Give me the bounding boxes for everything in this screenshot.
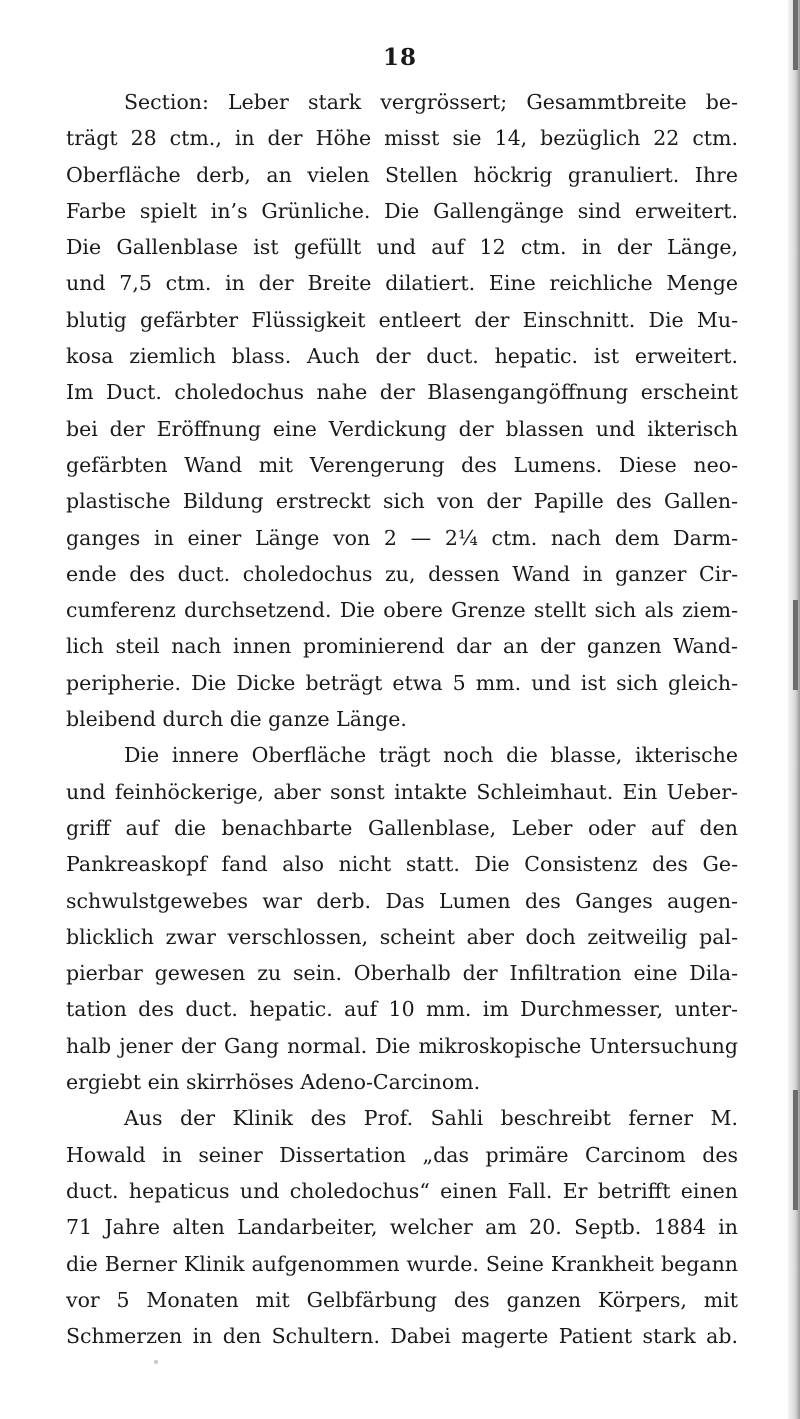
text-line: Oberfläche derb, an vielen Stellen höckrig granuliert. Ihre	[66, 162, 738, 187]
text-line: Aus der Klinik des Prof. Sahli beschreibt ferner M.	[124, 1106, 738, 1131]
text-line: die Berner Klinik aufgenommen wurde. Seine Krankheit begann	[66, 1251, 738, 1276]
text-line: ende des duct. choledochus zu, dessen Wand in ganzer Cir-	[66, 561, 738, 586]
text-line: cumferenz durchsetzend. Die obere Grenze stellt sich als ziem-	[66, 598, 738, 623]
text-line: schwulstgewebes war derb. Das Lumen des Ganges augen-	[66, 888, 738, 913]
text-line: blutig gefärbter Flüssigkeit entleert der Einschnitt. Die Mu-	[66, 307, 738, 332]
page-edge-mark	[793, 1090, 798, 1210]
text-line: Farbe spielt in’s Grünliche. Die Gallengänge sind erweitert.	[66, 198, 738, 223]
text-line: Schmerzen in den Schultern. Dabei magerte Patient stark ab.	[66, 1324, 738, 1349]
text-line: griff auf die benachbarte Gallenblase, Leber oder auf den	[66, 815, 738, 840]
text-line: ganges in einer Länge von 2 — 2¼ ctm. nach dem Darm-	[66, 525, 738, 550]
text-line: Die Gallenblase ist gefüllt und auf 12 ctm. in der Länge,	[66, 235, 738, 260]
text-line: vor 5 Monaten mit Gelbfärbung des ganzen Körpers, mit	[66, 1287, 738, 1312]
text-line: halb jener der Gang normal. Die mikroskopische Untersuchung	[66, 1033, 738, 1058]
page-edge-mark	[793, 600, 798, 690]
text-line: bei der Eröffnung eine Verdickung der blassen und ikterisch	[66, 416, 738, 441]
text-line: und 7,5 ctm. in der Breite dilatiert. Eine reichliche Menge	[66, 271, 738, 296]
text-line: duct. hepaticus und choledochus“ einen Fall. Er betrifft einen	[66, 1178, 738, 1203]
text-line: Die innere Oberfläche trägt noch die blasse, ikterische	[124, 743, 738, 768]
text-line: und feinhöckerige, aber sonst intakte Schleimhaut. Ein Ueber-	[66, 779, 738, 804]
text-line: 71 Jahre alten Landarbeiter, welcher am 20. Septb. 1884 in	[66, 1215, 738, 1240]
text-line: ergiebt ein skirrhöses Adeno-Carcinom.	[66, 1070, 481, 1095]
text-line: Pankreaskopf fand also nicht statt. Die Consistenz des Ge-	[66, 852, 738, 877]
paper-speck	[154, 1360, 158, 1364]
text-line: peripherie. Die Dicke beträgt etwa 5 mm. und ist sich gleich-	[66, 670, 738, 695]
text-line: Howald in seiner Dissertation „das primäre Carcinom des	[66, 1142, 738, 1167]
text-line: pierbar gewesen zu sein. Oberhalb der Infiltration eine Dila-	[66, 961, 738, 986]
text-line: plastische Bildung erstreckt sich von der Papille des Gallen-	[66, 489, 738, 514]
text-line: trägt 28 ctm., in der Höhe misst sie 14, bezüglich 22 ctm.	[66, 126, 738, 151]
text-line: tation des duct. hepatic. auf 10 mm. im Durchmesser, unter-	[66, 997, 738, 1022]
page-edge-shadow	[788, 0, 800, 1419]
text-line: Im Duct. choledochus nahe der Blasengangöffnung erscheint	[66, 380, 738, 405]
page-number: 18	[382, 44, 417, 71]
text-line: kosa ziemlich blass. Auch der duct. hepatic. ist erweitert.	[66, 344, 738, 369]
text-line: lich steil nach innen prominierend dar an der ganzen Wand-	[66, 634, 738, 659]
body-text	[66, 84, 738, 1354]
text-line: blicklich zwar verschlossen, scheint aber doch zeitweilig pal-	[66, 924, 738, 949]
text-line: bleibend durch die ganze Länge.	[66, 707, 407, 732]
text-line: Section: Leber stark vergrössert; Gesammtbreite be-	[124, 90, 738, 114]
text-line: gefärbten Wand mit Verengerung des Lumens. Diese neo-	[66, 452, 738, 477]
